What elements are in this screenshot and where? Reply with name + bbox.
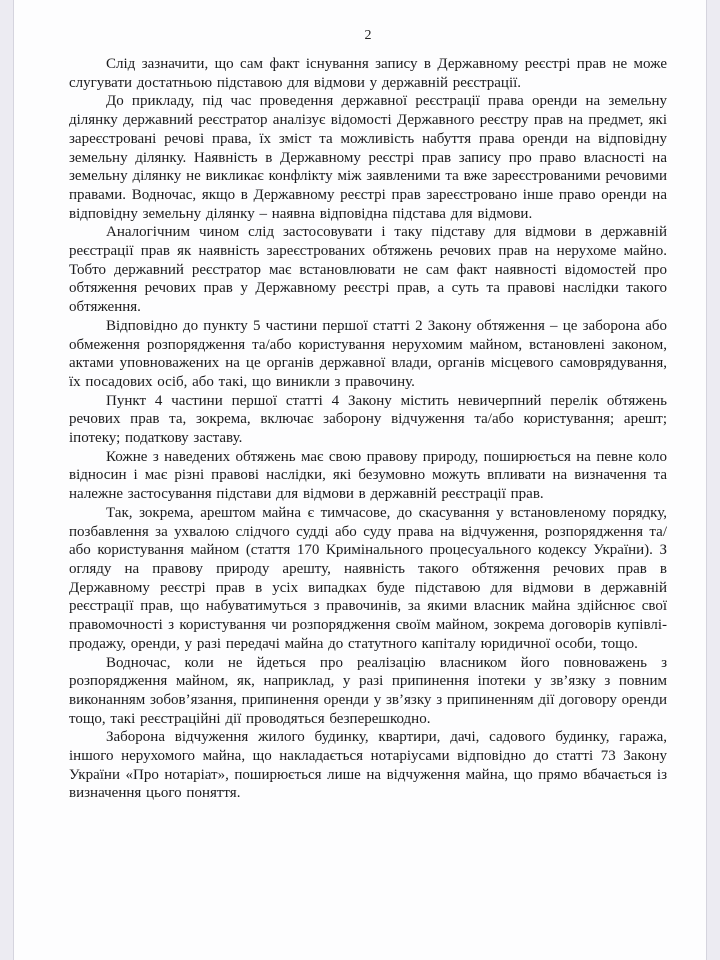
paragraph: Аналогічним чином слід застосовувати і таку підставу для відмови в державній реєстрації прав як наявність зареєстрованих обтяжень речових прав на нерухоме майно. Тобто державний реєстратор має встановлювати не сам факт наявності відомостей про обтяження речових прав у Державному реєстрі прав, а суть та правові наслідки такого обтяження. bbox=[69, 224, 667, 316]
paragraph: До прикладу, під час проведення державної реєстрації права оренди на земельну ділянку державний реєстратор аналізує відомості Державного реєстру прав на предмет, які зареєстровані речові права, їх зміст та можливість набуття права оренди на відповідну земельну ділянку. Наявність в Державному реєстрі прав запису про право власності на земельну ділянку не викликає конфлікту між заявленими та вже зареєстрованими речовими правами. Водночас, якщо в Державному реєстрі прав зареєстровано інше право оренди на відповідну земельну ділянку – наявна відповідна підстава для відмови. bbox=[69, 93, 667, 222]
paragraph: Так, зокрема, арештом майна є тимчасове, до скасування у встановленому порядку, позбавлення за ухвалою слідчого судді або суду права на відчуження, розпорядження та/або користування майном (стаття 170 Кримінального процесуального кодексу України). З огляду на правову природу арешту, наявність такого обтяження речових прав в Державному реєстрі прав в усіх випадках буде підставою для відмови в державній реєстрації прав, що набуватимуться з правочинів, за якими власник майна здійснює свої правомочності з користування чи розпорядження своїм майном, зокрема договорів купівлі-продажу, оренди, у разі передачі майна до статутного капіталу юридичної особи, тощо. bbox=[69, 504, 667, 652]
paragraph: Відповідно до пункту 5 частини першої статті 2 Закону обтяження – це заборона або обмеження розпорядження та/або користування нерухомим майном, встановлені законом, актами уповноважених на це органів державної влади, органів місцевого самоврядування, їх посадових осіб, або такі, що виникли з правочину. bbox=[69, 317, 667, 390]
document-body bbox=[69, 55, 667, 803]
paragraph: Заборона відчуження жилого будинку, квартири, дачі, садового будинку, гаража, іншого нерухомого майна, що накладається нотаріусами відповідно до статті 73 Закону України «Про нотаріат», поширюється лише на відчуження майна, що прямо вбачається із визначення цього поняття. bbox=[69, 729, 667, 802]
paragraph: Водночас, коли не йдеться про реалізацію власником його повноважень з розпорядження майном, як, наприклад, у разі припинення іпотеки у зв’язку з повним виконанням зобов’язання, припинення оренди у зв’язку з припиненням дії договору оренди тощо, такі реєстраційні дії проводяться безперешкодно. bbox=[69, 654, 667, 727]
page-number: 2 bbox=[364, 28, 372, 43]
left-gutter bbox=[0, 0, 13, 960]
right-gutter bbox=[707, 0, 720, 960]
paragraph: Пункт 4 частини першої статті 4 Закону містить невичерпний перелік обтяжень речових прав та, зокрема, включає заборону відчуження та/або користування; арешт; іпотеку; податкову заставу. bbox=[69, 392, 667, 447]
document-page bbox=[13, 0, 707, 960]
paragraph: Кожне з наведених обтяжень має свою правову природу, поширюється на певне коло відносин і має різні правові наслідки, які безумовно можуть впливати на визначення та належне застосування підстави для відмови в державній реєстрації прав. bbox=[69, 448, 667, 503]
paragraph: Слід зазначити, що сам факт існування запису в Державному реєстрі прав не може слугувати достатньою підставою для відмови у державній реєстрації. bbox=[69, 56, 667, 91]
